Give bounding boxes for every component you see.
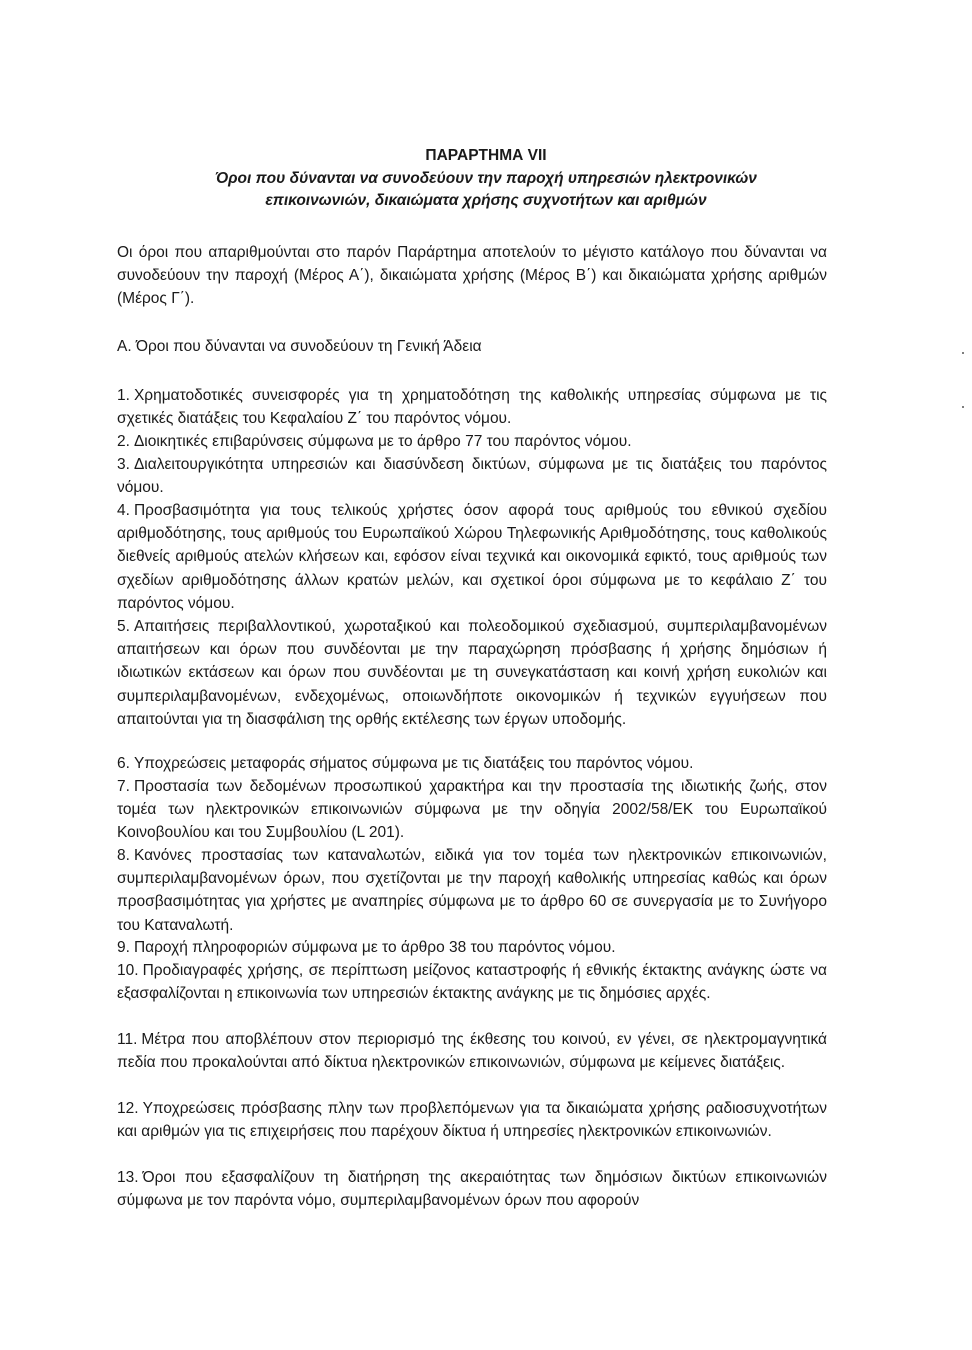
- item-text: Υποχρεώσεις πρόσβασης πλην των προβλεπόμενων για τα δικαιώματα χρήσης ραδιοσυχνοτήτων και αριθμών για τις επιχειρήσεις που παρέχουν δίκτυα ή υπηρεσίες ηλεκτρονικών επικοινωνιών.: [117, 1100, 827, 1141]
- item-number: 2.: [117, 433, 130, 450]
- section-a-heading: Α. Όροι που δύνανται να συνοδεύουν τη Γενική Άδεια: [117, 338, 482, 355]
- item-text: Χρηματοδοτικές συνεισφορές για τη χρηματοδότηση της καθολικής υπηρεσίας σύμφωνα με τις σχετικές διατάξεις του Κεφαλαίου Ζ΄ του παρόντος νόμου.: [117, 387, 827, 428]
- list-item: [117, 453, 827, 499]
- item-text: Απαιτήσεις περιβαλλοντικού, χωροταξικού και πολεοδομικού σχεδιασμού, συμπεριλαμβανομένων απαιτήσεων και όρων που συνδέονται με την παραχώρηση πρόσβασης ή χρήσης δημόσιων ή ιδιωτικών εκτάσεων και όρων που συνδέονται με τη συνεγκατάσταση και κοινή χρήση ευκολιών και συμπεριλαμβανομένων, ενδεχομένως, οποιωνδήποτε οικονομικών ή τεχνικών εγγυήσεων που απαιτούνται για τη διασφάλιση της ορθής εκτέλεσης των έργων υποδομής.: [117, 618, 827, 728]
- item-text: Παροχή πληροφοριών σύμφωνα με το άρθρο 38 του παρόντος νόμου.: [133, 939, 616, 956]
- item-number: 10.: [117, 962, 139, 979]
- item-text: Υποχρεώσεις μεταφοράς σήματος σύμφωνα με τις διατάξεις του παρόντος νόμου.: [133, 755, 694, 772]
- list-item: [117, 1097, 827, 1143]
- item-number: 9.: [117, 939, 130, 956]
- list-item: [117, 1028, 827, 1074]
- item-number: 11.: [117, 1031, 138, 1048]
- list-item: [117, 384, 827, 430]
- item-text: Διαλειτουργικότητα υπηρεσιών και διασύνδεση δικτύων, σύμφωνα με τις διατάξεις του παρόντος νόμου.: [117, 456, 827, 497]
- scan-speck: [962, 406, 964, 408]
- scan-speck: [962, 352, 964, 354]
- item-number: 8.: [117, 847, 130, 864]
- item-number: 3.: [117, 456, 130, 473]
- annex-subtitle-line-1: Όροι που δύνανται να συνοδεύουν την παροχή υπηρεσιών ηλεκτρονικών: [215, 170, 757, 187]
- item-number: 7.: [117, 778, 130, 795]
- list-item: [117, 499, 827, 615]
- list-item: [117, 959, 827, 1005]
- item-text: Μέτρα που αποβλέπουν στον περιορισμό της έκθεσης του κοινού, εν γένει, σε ηλεκτρομαγνητικά πεδία που προκαλούνται από δίκτυα ηλεκτρονικών επικοινωνιών, σύμφωνα με κείμενες διατάξεις.: [117, 1031, 827, 1072]
- annex-subtitle-line-2: επικοινωνιών, δικαιώματα χρήσης συχνοτήτων και αριθμών: [265, 192, 707, 209]
- item-number: 13.: [117, 1169, 139, 1186]
- list-item: [117, 430, 827, 453]
- item-text: Προσβασιμότητα για τους τελικούς χρήστες όσον αφορά τους αριθμούς του εθνικού σχεδίου αριθμοδότησης, τους αριθμούς του Ευρωπαϊκού Χώρου Τηλεφωνικής Αριθμοδότησης, τους καθολικούς διεθνείς αριθμούς ατελών κλήσεων και, εφόσον είναι τεχνικά και οικονομικά εφικτό, τους αριθμούς των σχεδίων αριθμοδότησης άλλων κρατών μελών, και σχετικοί όροι σύμφωνα με το κεφάλαιο Ζ΄ του παρόντος νόμου.: [117, 502, 827, 612]
- item-number: 4.: [117, 502, 130, 519]
- list-item: [117, 1166, 827, 1212]
- item-number: 5.: [117, 618, 130, 635]
- item-text: Προδιαγραφές χρήσης, σε περίπτωση μείζονος καταστροφής ή εθνικής έκτακτης ανάγκης ώστε να εξασφαλίζονται η επικοινωνία των υπηρεσιών έκτακτης ανάγκης με τις δημόσιες αρχές.: [117, 962, 827, 1003]
- list-item: [117, 844, 827, 937]
- item-number: 6.: [117, 755, 130, 772]
- item-text: Όροι που εξασφαλίζουν τη διατήρηση της ακεραιότητας των δημόσιων δικτύων επικοινωνιών σύμφωνα με τον παρόντα νόμο, συμπεριλαμβανομένων όρων που αφορούν: [117, 1169, 827, 1210]
- list-item: [117, 615, 827, 731]
- list-item: [117, 775, 827, 845]
- list-item: [117, 936, 827, 959]
- item-text: Κανόνες προστασίας των καταναλωτών, ειδικά για τον τομέα των ηλεκτρονικών επικοινωνιών, συμπεριλαμβανομένων όρων, που σχετίζονται με την παροχή καθολικής υπηρεσίας καθώς και όρων προσβασιμότητας για χρήστες με αναπηρίες σύμφωνα με το άρθρο 60 σε συνεργασία με το Συνήγορο του Καταναλωτή.: [117, 847, 827, 934]
- list-item: [117, 752, 827, 775]
- annex-title: ΠΑΡΑΡΤΗΜΑ VII: [425, 147, 547, 164]
- intro-paragraph: Οι όροι που απαριθμούνται στο παρόν Παράρτημα αποτελούν το μέγιστο κατάλογο που δύνανται να συνοδεύουν την παροχή (Μέρος Α΄), δικαιώματα χρήσης (Μέρος Β΄) και δικαιώματα χρήσης αριθμών (Μέρος Γ΄).: [117, 244, 827, 308]
- item-text: Προστασία των δεδομένων προσωπικού χαρακτήρα και την προστασία της ιδιωτικής ζωής, στον τομέα των ηλεκτρονικών επικοινωνιών σύμφωνα με την οδηγία 2002/58/ΕΚ του Ευρωπαϊκού Κοινοβουλίου και του Συμβουλίου (L 201).: [117, 778, 827, 842]
- item-number: 1.: [117, 387, 130, 404]
- item-number: 12.: [117, 1100, 139, 1117]
- item-text: Διοικητικές επιβαρύνσεις σύμφωνα με το άρθρο 77 του παρόντος νόμου.: [133, 433, 632, 450]
